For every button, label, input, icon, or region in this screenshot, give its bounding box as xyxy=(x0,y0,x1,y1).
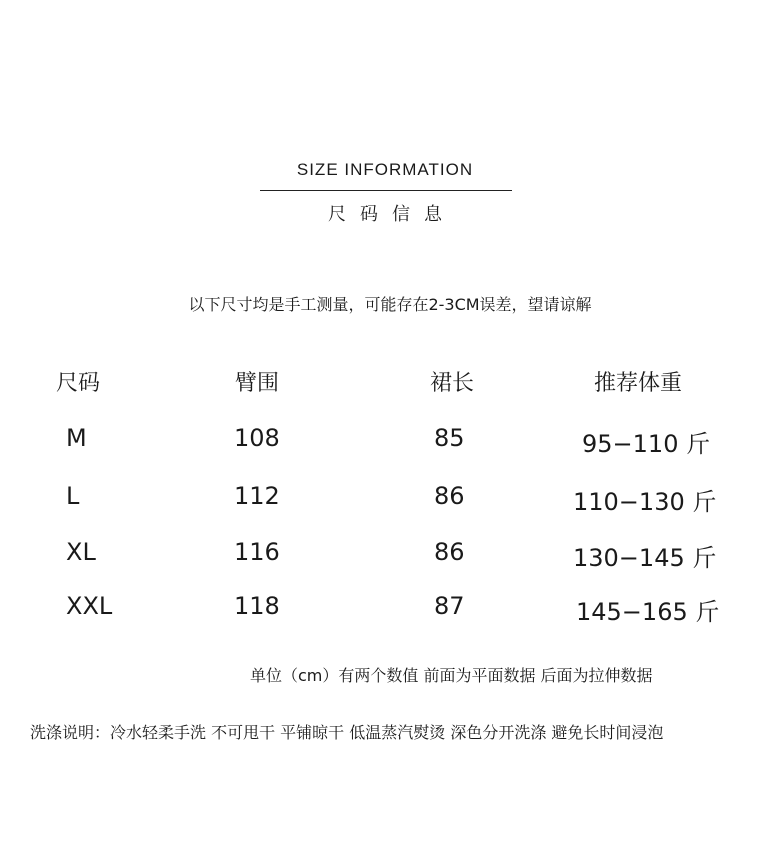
table-row xyxy=(0,482,770,522)
washing-instructions: 洗涤说明：冷水轻柔手洗 不可甩干 平铺晾干 低温蒸汽熨烫 深色分开洗涤 避免长时间浸泡 xyxy=(30,723,664,742)
cell-arm: 112 xyxy=(234,482,280,510)
size-information-title: SIZE INFORMATION xyxy=(296,160,474,179)
unit-note: 单位（cm）有两个数值 前面为平面数据 后面为拉伸数据 xyxy=(250,666,653,685)
header-arm-circumference: 臂围 xyxy=(235,371,280,396)
cell-weight: 145−165 斤 xyxy=(576,598,720,626)
cell-size: XL xyxy=(66,538,96,566)
header-skirt-length: 裙长 xyxy=(430,371,475,396)
table-row xyxy=(0,424,770,464)
cell-size: XXL xyxy=(66,592,113,620)
cell-size: L xyxy=(66,482,80,510)
cell-arm: 116 xyxy=(234,538,280,566)
cell-size: M xyxy=(66,424,87,452)
title-divider xyxy=(260,190,512,191)
cell-weight: 95−110 斤 xyxy=(582,430,711,458)
cell-arm: 108 xyxy=(234,424,280,452)
cell-length: 86 xyxy=(434,482,465,510)
cell-length: 87 xyxy=(434,592,465,620)
table-row xyxy=(0,538,770,578)
cell-length: 85 xyxy=(434,424,465,452)
header-recommended-weight: 推荐体重 xyxy=(594,371,683,396)
cell-arm: 118 xyxy=(234,592,280,620)
cell-length: 86 xyxy=(434,538,465,566)
size-information-subtitle: 尺码信息 xyxy=(328,204,456,225)
cell-weight: 110−130 斤 xyxy=(573,488,717,516)
table-header-row xyxy=(0,366,770,406)
table-row xyxy=(0,592,770,632)
cell-weight: 130−145 斤 xyxy=(573,544,717,572)
header-size: 尺码 xyxy=(56,371,101,396)
measurement-note: 以下尺寸均是手工测量，可能存在2-3CM误差，望请谅解 xyxy=(188,295,592,314)
